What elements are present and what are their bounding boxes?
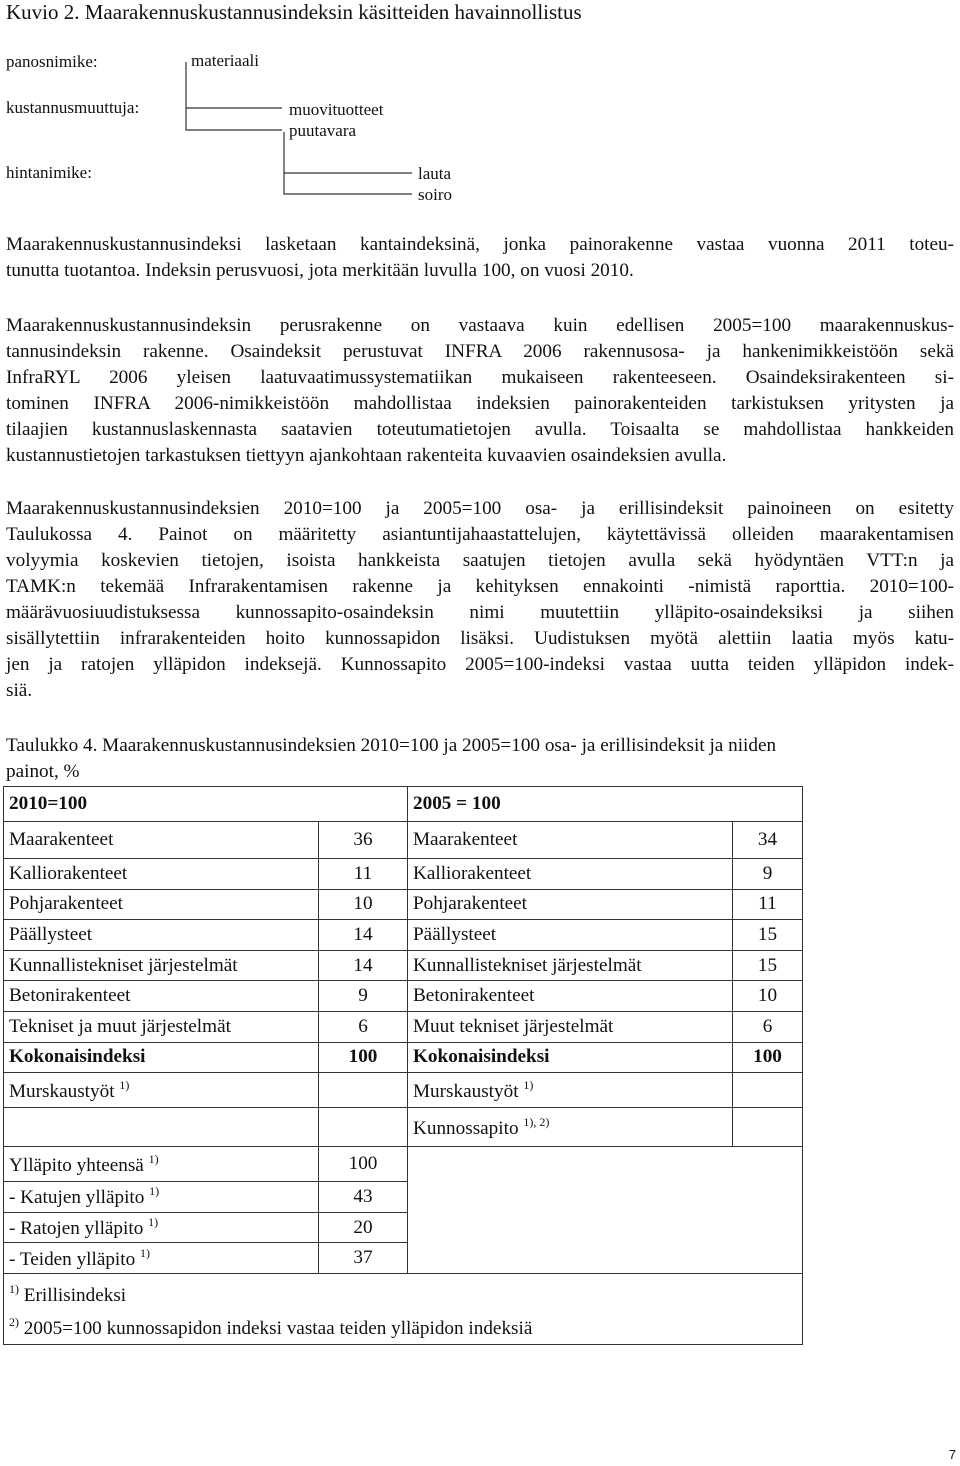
footnote-text: 2005=100 kunnossapidon indeksi vastaa teiden ylläpidon indeksiä — [23, 1317, 533, 1339]
yllapito-label: Ylläpito yhteensä — [9, 1154, 144, 1176]
cell-name: Tekniset ja muut järjestelmät — [4, 1011, 319, 1042]
yllapito-label: - Katujen ylläpito — [9, 1187, 145, 1209]
footnote-marker: 1) — [140, 1245, 150, 1260]
cell-value: 15 — [733, 950, 803, 981]
cell-value: 6 — [733, 1011, 803, 1042]
cell-name — [4, 1147, 319, 1182]
cell-value: 14 — [319, 950, 408, 981]
table-row — [4, 859, 803, 890]
paragraph-line: Maarakennuskustannusindeksi lasketaan kantaindeksinä, jonka painorakenne vastaa vuonna 2011 toteu- — [6, 234, 954, 255]
footnote-marker: 1) — [119, 1077, 130, 1092]
cell-value: 14 — [319, 920, 408, 951]
paragraph-3 — [6, 496, 954, 704]
paragraph-line: siä. — [6, 680, 33, 701]
cell-value — [319, 1073, 408, 1108]
table-row — [4, 950, 803, 981]
table-row — [4, 981, 803, 1012]
paragraph-line: jen ja ratojen ylläpidon indeksejä. Kunnossapito 2005=100-indeksi vastaa uutta teiden ylläpidon indek- — [6, 654, 954, 675]
cell-value — [733, 1073, 803, 1108]
yllapito-label: - Ratojen ylläpito — [9, 1218, 144, 1240]
cell-name: Kunnallistekniset järjestelmät — [4, 950, 319, 981]
node-muovituotteet: muovituotteet — [289, 100, 384, 119]
paragraph-line: TAMK:n tekemää Infrarakentamisen rakenne ja kehityksen ennakointi -nimistä raporttia. 2010=100- — [6, 576, 954, 597]
caption-line: Taulukko 4. Maarakennuskustannusindeksien 2010=100 ja 2005=100 osa- ja erillisindeksit ja niiden — [6, 735, 777, 756]
cell-value: 100 — [319, 1042, 408, 1073]
footnote-1 — [9, 1276, 797, 1309]
table-row — [4, 889, 803, 920]
cell-value — [733, 1108, 803, 1147]
table-row — [4, 1108, 803, 1147]
paragraph-line: InfraRYL 2006 yleisen laatuvaatimussystematiikan mukaiseen rakenteeseen. Osaindeksirakenteen si- — [6, 367, 954, 388]
footnote-marker: 1), 2) — [523, 1114, 550, 1129]
cell-name: Muut tekniset järjestelmät — [408, 1011, 733, 1042]
caption-line: painot, % — [6, 761, 80, 782]
cell-value: 34 — [733, 822, 803, 859]
murskaustyot-label: Murskaustyöt — [9, 1080, 115, 1102]
cell-name — [4, 1073, 319, 1108]
cell-name — [4, 1212, 319, 1243]
cell-name: Betonirakenteet — [4, 981, 319, 1012]
node-lauta: lauta — [418, 164, 452, 183]
cell-name: Maarakenteet — [408, 822, 733, 859]
cell-value: 100 — [319, 1147, 408, 1182]
paragraph-line: tominen INFRA 2006-nimikkeistöön mahdollistaa indeksien painorakenteiden tarkistuksen yritysten ja — [6, 393, 954, 414]
table-header-row — [4, 787, 803, 822]
cell-value — [319, 1108, 408, 1147]
cell-name: Kokonaisindeksi — [4, 1042, 319, 1073]
cell-name — [4, 1243, 319, 1274]
paragraph-line: määrävuosiuudistuksessa kunnossapito-osaindeksin nimi muutettiin ylläpito-osaindeksiksi ja siihen — [6, 602, 954, 623]
header-2005: 2005 = 100 — [408, 787, 803, 822]
paragraph-line: volyymia koskevien tietojen, isoista hankkeista saatujen tietojen avulla sekä hyödyntäen VTT:n ja — [6, 550, 954, 571]
yllapito-label: - Teiden ylläpito — [9, 1248, 136, 1270]
cell-value: 36 — [319, 822, 408, 859]
paragraph-line: Maarakennuskustannusindeksien 2010=100 ja 2005=100 osa- ja erillisindeksit painoineen on esitetty — [6, 498, 954, 519]
footnote-marker: 1) — [9, 1281, 19, 1296]
cell-name — [4, 1108, 319, 1147]
label-hintanimike: hintanimike: — [6, 163, 92, 182]
cell-value: 11 — [319, 859, 408, 890]
footnote-marker: 1) — [148, 1151, 159, 1166]
cell-value: 11 — [733, 889, 803, 920]
figure-title: Kuvio 2. Maarakennuskustannusindeksin käsitteiden havainnollistus — [6, 0, 582, 24]
paragraph-line: Maarakennuskustannusindeksin perusrakenne on vastaava kuin edellisen 2005=100 maarakennuskus- — [6, 315, 954, 336]
footnote-text: Erillisindeksi — [23, 1284, 127, 1306]
cell-value: 100 — [733, 1042, 803, 1073]
cell-name — [4, 1182, 319, 1213]
footnote-marker: 1) — [149, 1184, 160, 1199]
cell-name: Maarakenteet — [4, 822, 319, 859]
cell-value: 37 — [319, 1243, 408, 1274]
node-soiro: soiro — [418, 185, 452, 204]
table-footnotes-row — [4, 1273, 803, 1344]
paragraph-1 — [6, 232, 954, 284]
table-row — [4, 1011, 803, 1042]
table-row — [4, 1073, 803, 1108]
cell-value: 6 — [319, 1011, 408, 1042]
cell-name: Betonirakenteet — [408, 981, 733, 1012]
paragraph-2 — [6, 313, 954, 469]
cell-name: Kalliorakenteet — [408, 859, 733, 890]
cell-name: Pohjarakenteet — [4, 889, 319, 920]
label-kustannusmuuttuja: kustannusmuuttuja: — [6, 98, 140, 117]
kunnossapito-label: Kunnossapito — [413, 1117, 519, 1139]
node-puutavara: puutavara — [289, 121, 357, 140]
cell-value: 10 — [733, 981, 803, 1012]
cell-value: 9 — [733, 859, 803, 890]
cell-value: 15 — [733, 920, 803, 951]
cell-value: 10 — [319, 889, 408, 920]
cell-name: Päällysteet — [408, 920, 733, 951]
cell-name: Kalliorakenteet — [4, 859, 319, 890]
table-row — [4, 822, 803, 859]
footnote-marker: 2) — [9, 1314, 19, 1329]
paragraph-line: kustannustietojen tarkastuksen tiettyyn ajankohtaan rakenteita kuvaavien osaindeksien avulla. — [6, 445, 727, 466]
murskaustyot-label: Murskaustyöt — [413, 1080, 519, 1102]
paragraph-line: sisällytettiin infrarakenteiden hoito kunnossapidon lisäksi. Uudistuksen myötä alettiin laatia myös katu- — [6, 628, 954, 649]
connector-puutavara-soiro — [284, 132, 412, 194]
paragraph-line: Taulukossa 4. Painot on määritetty asiantuntijahaastattelujen, käytettävissä olleiden maarakentamisen — [6, 524, 954, 545]
cell-name: Kunnallistekniset järjestelmät — [408, 950, 733, 981]
weights-table — [3, 786, 803, 1345]
cell-name: Päällysteet — [4, 920, 319, 951]
cell-value: 43 — [319, 1182, 408, 1213]
footnote-2 — [9, 1309, 797, 1342]
cell-name: Pohjarakenteet — [408, 889, 733, 920]
header-2010: 2010=100 — [4, 787, 408, 822]
table-row — [4, 1147, 803, 1182]
empty-cell — [408, 1147, 803, 1274]
cell-value: 20 — [319, 1212, 408, 1243]
node-materiaali: materiaali — [191, 51, 259, 70]
cell-name — [408, 1073, 733, 1108]
diagram-connectors — [0, 0, 480, 210]
cell-name — [408, 1108, 733, 1147]
table-total-row — [4, 1042, 803, 1073]
table-row — [4, 920, 803, 951]
footnotes — [4, 1273, 803, 1344]
label-panosnimike: panosnimike: — [6, 52, 98, 71]
paragraph-line: tunutta tuotantoa. Indeksin perusvuosi, jota merkitään luvulla 100, on vuosi 2010. — [6, 260, 634, 281]
page-number: 7 — [948, 1447, 956, 1462]
cell-name: Kokonaisindeksi — [408, 1042, 733, 1073]
paragraph-line: tannusindeksin rakenne. Osaindeksit perustuvat INFRA 2006 rakennusosa- ja hankenimikkeistöön sekä — [6, 341, 954, 362]
footnote-marker: 1) — [148, 1215, 159, 1230]
cell-value: 9 — [319, 981, 408, 1012]
footnote-marker: 1) — [523, 1077, 534, 1092]
connector-materiaali-puutavara — [186, 62, 282, 130]
paragraph-line: tilaajien kustannuslaskennasta saatavien toteutumatietojen avulla. Toisaalta se mahdollistaa hankkeiden — [6, 419, 954, 440]
table-caption — [6, 733, 954, 785]
